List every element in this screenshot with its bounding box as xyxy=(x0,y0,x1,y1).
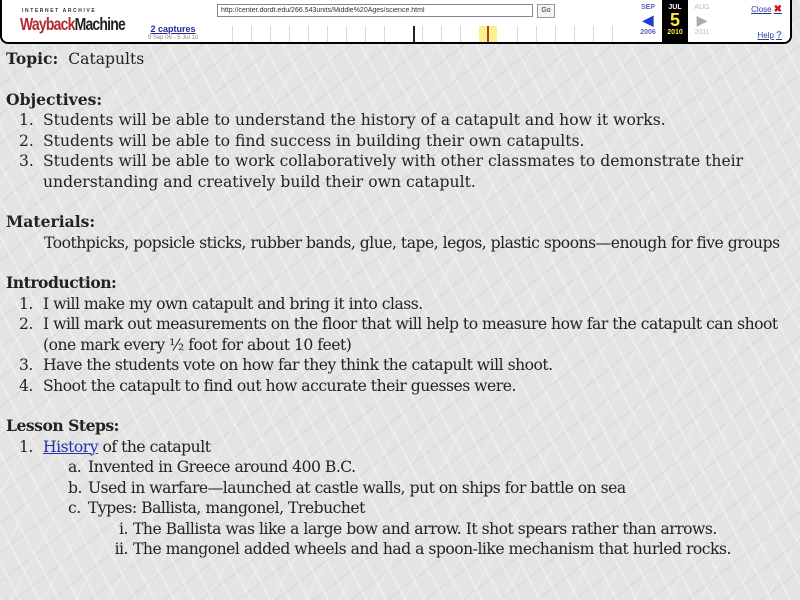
list-item: 1. Students will be able to understand the history of a catapult and how it works. xyxy=(19,111,666,129)
list-item: 1. History of the catapult xyxy=(19,437,211,456)
next-year: 2011 xyxy=(694,29,710,36)
list-item: i. The Ballista was like a large bow and arrow. It shot spears rather than arrows. xyxy=(119,519,717,538)
help-button[interactable] xyxy=(757,30,782,41)
capture-timeline[interactable] xyxy=(214,24,628,42)
timeline-tick xyxy=(289,26,290,42)
current-month: JUL xyxy=(668,4,682,11)
objectives-list xyxy=(6,110,796,192)
list-item: 2. I will mark out measurements on the floor that will help to measure how far the catapult can shoot (one mark every ½ foot for about 10 feet) xyxy=(19,315,778,354)
close-button[interactable] xyxy=(751,4,782,15)
objectives-section xyxy=(6,90,796,193)
calendar-current xyxy=(662,0,688,44)
timeline-tick xyxy=(384,26,385,42)
timeline-tick xyxy=(536,26,537,42)
types-sublist xyxy=(6,519,796,560)
timeline-tick xyxy=(308,26,309,42)
current-day: 5 xyxy=(669,10,680,30)
topic-section xyxy=(6,49,796,70)
timeline-tick xyxy=(365,26,366,42)
timeline-tick xyxy=(612,26,613,42)
wayback-toolbar xyxy=(0,0,792,44)
timeline-tick xyxy=(517,26,518,42)
materials-text: Toothpicks, popsicle sticks, rubber bands, glue, tape, legos, plastic spoons—enough for five groups xyxy=(44,233,780,252)
history-link[interactable]: History xyxy=(43,437,99,456)
list-item: 1. I will make my own catapult and bring it into class. xyxy=(19,294,423,313)
topic-label: Topic: xyxy=(6,49,59,68)
timeline-tick xyxy=(441,26,442,42)
close-label[interactable]: Close xyxy=(751,5,772,14)
go-button[interactable]: Go xyxy=(537,4,555,18)
materials-section xyxy=(6,212,796,253)
materials-heading: Materials: xyxy=(6,212,96,231)
list-item: 3. Have the students vote on how far they think the catapult will shoot. xyxy=(19,356,553,374)
prev-month: SEP xyxy=(640,4,655,11)
timeline-tick xyxy=(346,26,347,42)
next-arrow-icon: ▶ xyxy=(696,12,708,28)
introduction-section xyxy=(6,273,796,396)
timeline-capture-2006[interactable] xyxy=(413,26,415,42)
list-item: a. Invented in Greece around 400 B.C. xyxy=(68,458,356,476)
wayback-logo[interactable] xyxy=(20,8,125,34)
logo-wayback-machine-text: WaybackMachine xyxy=(20,13,125,34)
timeline-tick xyxy=(460,26,461,42)
help-label[interactable]: Help xyxy=(757,31,774,40)
timeline-tick xyxy=(593,26,594,42)
captures-date-range: 9 Sep 06 - 5 Jul 10 xyxy=(147,35,199,41)
list-item: 3. Students will be able to work collaboratively with other classmates to demonstrate their understanding and creatively build their own catapult. xyxy=(19,152,744,191)
captures-info xyxy=(138,24,208,41)
list-item: b. Used in warfare—launched at castle walls, put on ships for battle on sea xyxy=(68,478,626,497)
timeline-tick xyxy=(232,26,233,42)
wayback-url-input[interactable] xyxy=(217,4,533,17)
lesson-steps-section xyxy=(6,416,796,560)
captures-link[interactable]: 2 captures xyxy=(150,24,196,34)
timeline-tick xyxy=(251,26,252,42)
lesson-steps-list xyxy=(6,437,796,458)
prev-arrow-icon[interactable]: ◀ xyxy=(642,12,654,28)
lesson-steps-heading: Lesson Steps: xyxy=(6,416,119,435)
timeline-tick xyxy=(574,26,575,42)
timeline-tick xyxy=(422,26,423,42)
page-content xyxy=(6,49,796,580)
introduction-list xyxy=(6,294,796,397)
introduction-heading: Introduction: xyxy=(6,273,117,292)
topic-value: Catapults xyxy=(68,50,145,68)
close-icon[interactable]: ✖ xyxy=(773,4,782,15)
current-year: 2010 xyxy=(667,29,683,36)
calendar-prev[interactable] xyxy=(636,0,660,44)
timeline-tick xyxy=(327,26,328,42)
list-item: c. Types: Ballista, mangonel, Trebuchet xyxy=(68,499,365,517)
list-item: 4. Shoot the catapult to find out how accurate their guesses were. xyxy=(19,376,516,395)
help-icon[interactable]: ? xyxy=(775,30,782,41)
list-item: 2. Students will be able to find success in building their own catapults. xyxy=(19,131,585,150)
logo-internet-archive-text: INTERNET ARCHIVE xyxy=(22,8,97,14)
prev-year: 2006 xyxy=(640,29,656,36)
timeline-capture-current[interactable] xyxy=(487,26,489,42)
objectives-heading: Objectives: xyxy=(6,89,103,109)
calendar-next xyxy=(690,0,714,44)
history-sublist xyxy=(6,457,796,519)
list-item: ii. The mangonel added wheels and had a spoon-like mechanism that hurled rocks. xyxy=(114,540,731,558)
timeline-tick xyxy=(555,26,556,42)
timeline-tick xyxy=(270,26,271,42)
next-month: AUG xyxy=(694,4,710,11)
